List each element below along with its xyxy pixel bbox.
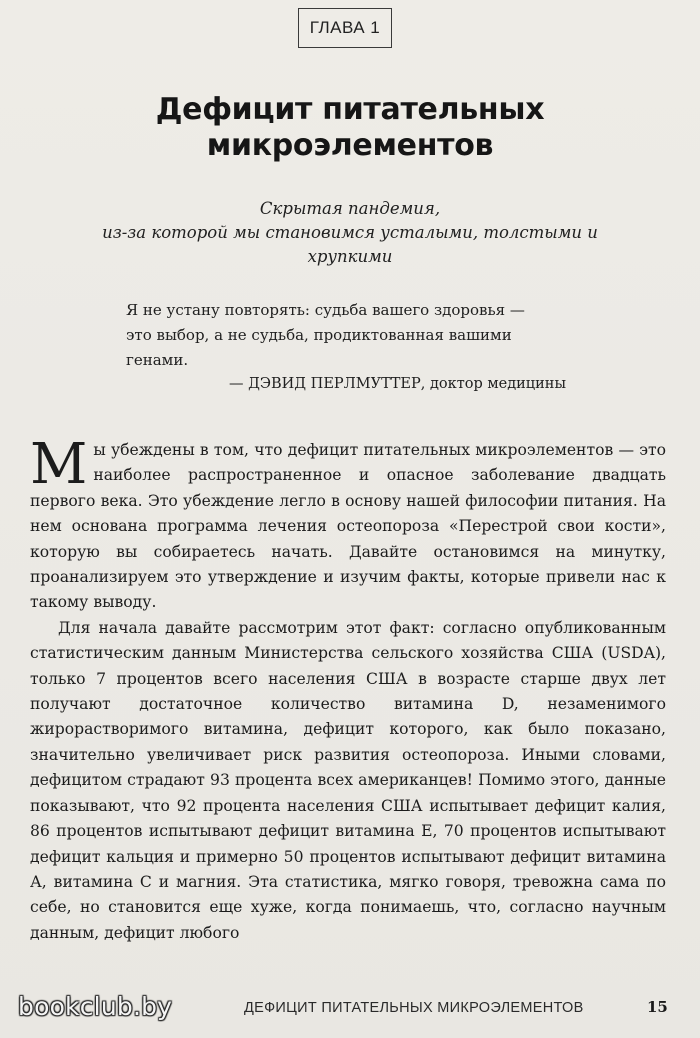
subtitle-line-2: из-за которой мы становимся усталыми, толстыми и хрупкими xyxy=(102,223,598,266)
epigraph-author: — ДЭВИД ПЕРЛМУТТЕР, доктор медицины xyxy=(228,376,566,392)
chapter-title-line-2: микроэлементов xyxy=(206,128,494,163)
chapter-title xyxy=(60,92,640,164)
body-text xyxy=(30,432,666,946)
epigraph-line-1: Я не устану повторять: судьба вашего здоровья — xyxy=(126,301,525,319)
subtitle-line-1: Скрытая пандемия, xyxy=(259,199,441,218)
chapter-label: ГЛАВА 1 xyxy=(298,8,392,48)
watermark-logo: bookclub.by xyxy=(18,992,173,1021)
page-number: 15 xyxy=(647,998,668,1016)
chapter-title-line-1: Дефицит питательных xyxy=(155,92,545,127)
running-footer-title: ДЕФИЦИТ ПИТАТЕЛЬНЫХ МИКРОЭЛЕМЕНТОВ xyxy=(244,1000,584,1016)
epigraph-line-2: это выбор, а не судьба, продиктованная вашими xyxy=(126,326,512,344)
drop-cap: М xyxy=(30,432,88,497)
epigraph xyxy=(126,298,586,373)
epigraph-line-3: генами. xyxy=(126,351,189,369)
paragraph-2: Для начала давайте рассмотрим этот факт: согласно опубликованным статистическим данным Министерства сельского хозяйства США (USDA), только 7 процентов всего населения США в возрасте старше двух лет получают достаточное количество витамина D, незаменимого жирорастворимого витамина, дефицит которого, как было показано, значительно увеличивает риск развития остеопороза. Иными словами, дефицитом страдают 93 процента всех американцев! Помимо этого, данные показывают, что 92 процента населения США испытывает дефицит калия, 86 процентов испытывают дефицит витамина Е, 70 процентов испытывают дефицит кальция и примерно 50 процентов испытывают дефицит витамина А, витамина С и магния. Эта статистика, мягко говоря, тревожна сама по себе, но становится еще хуже, когда понимаешь, что, согласно научным данным, дефицит любого xyxy=(30,618,666,942)
paragraph-1 xyxy=(30,432,666,616)
paragraph-1-text: ы убеждены в том, что дефицит питательных микроэлементов — это наиболее распространенное и опасное заболевание двадцать первого века. Это убеждение легло в основу нашей философии питания. На нем основана программа лечения остеопороза «Перестрой свои кости», которую вы собираетесь начать. Давайте остановимся на минутку, проанализируем это утверждение и изучим факты, которые привели нас к такому выводу. xyxy=(30,441,666,612)
chapter-subtitle xyxy=(80,197,620,269)
